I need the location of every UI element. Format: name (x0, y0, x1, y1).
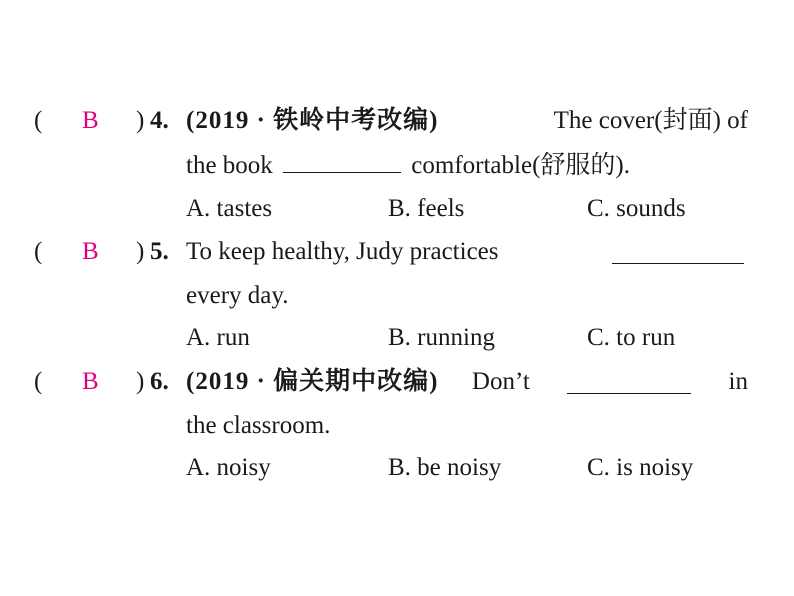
question-stem-text: The cover(封面) of (553, 107, 748, 134)
question-stem-line2 (186, 150, 630, 180)
answer-choice: B (82, 238, 99, 265)
question-stem-text: the book (186, 152, 273, 179)
question-stem-line1 (186, 106, 748, 136)
option-a: A. noisy (186, 454, 271, 481)
option-b: B. running (388, 324, 495, 351)
answer-paren-close: ) (136, 107, 145, 134)
option-b: B. be noisy (388, 454, 502, 481)
question-stem-line1 (186, 367, 748, 397)
question-number: 6. (150, 368, 169, 395)
answer-paren-close: ) (136, 238, 145, 265)
question-source: (2019 · 偏关期中改编) (186, 368, 439, 395)
question-stem-text: the classroom. (186, 412, 331, 439)
question-stem-text: To keep healthy, Judy practices (186, 238, 499, 265)
question-number: 5. (150, 238, 169, 265)
answer-choice: B (82, 368, 99, 395)
question-stem-line1 (186, 237, 748, 267)
question-stem-text: in (728, 368, 748, 395)
question-number: 4. (150, 107, 169, 134)
question-stem-text: Don’t (471, 368, 530, 395)
question-stem-line2 (186, 411, 330, 441)
answer-paren-open: ( (34, 368, 43, 395)
answer-paren-close: ) (136, 368, 145, 395)
answer-blank (612, 241, 744, 264)
option-c: C. is noisy (587, 454, 694, 481)
option-c: C. to run (587, 324, 676, 351)
option-a: A. run (186, 324, 250, 351)
answer-blank (567, 371, 691, 394)
option-c: C. sounds (587, 195, 686, 222)
answer-paren-open: ( (34, 238, 43, 265)
question-stem-text: every day. (186, 282, 289, 309)
answer-choice: B (82, 107, 99, 134)
question-stem-text: comfortable(舒服的). (411, 152, 630, 179)
option-a: A. tastes (186, 195, 273, 222)
question-stem-line2 (186, 281, 289, 311)
question-source: (2019 · 铁岭中考改编) (186, 107, 439, 134)
answer-blank (283, 150, 401, 173)
answer-paren-open: ( (34, 107, 43, 134)
option-b: B. feels (388, 195, 465, 222)
